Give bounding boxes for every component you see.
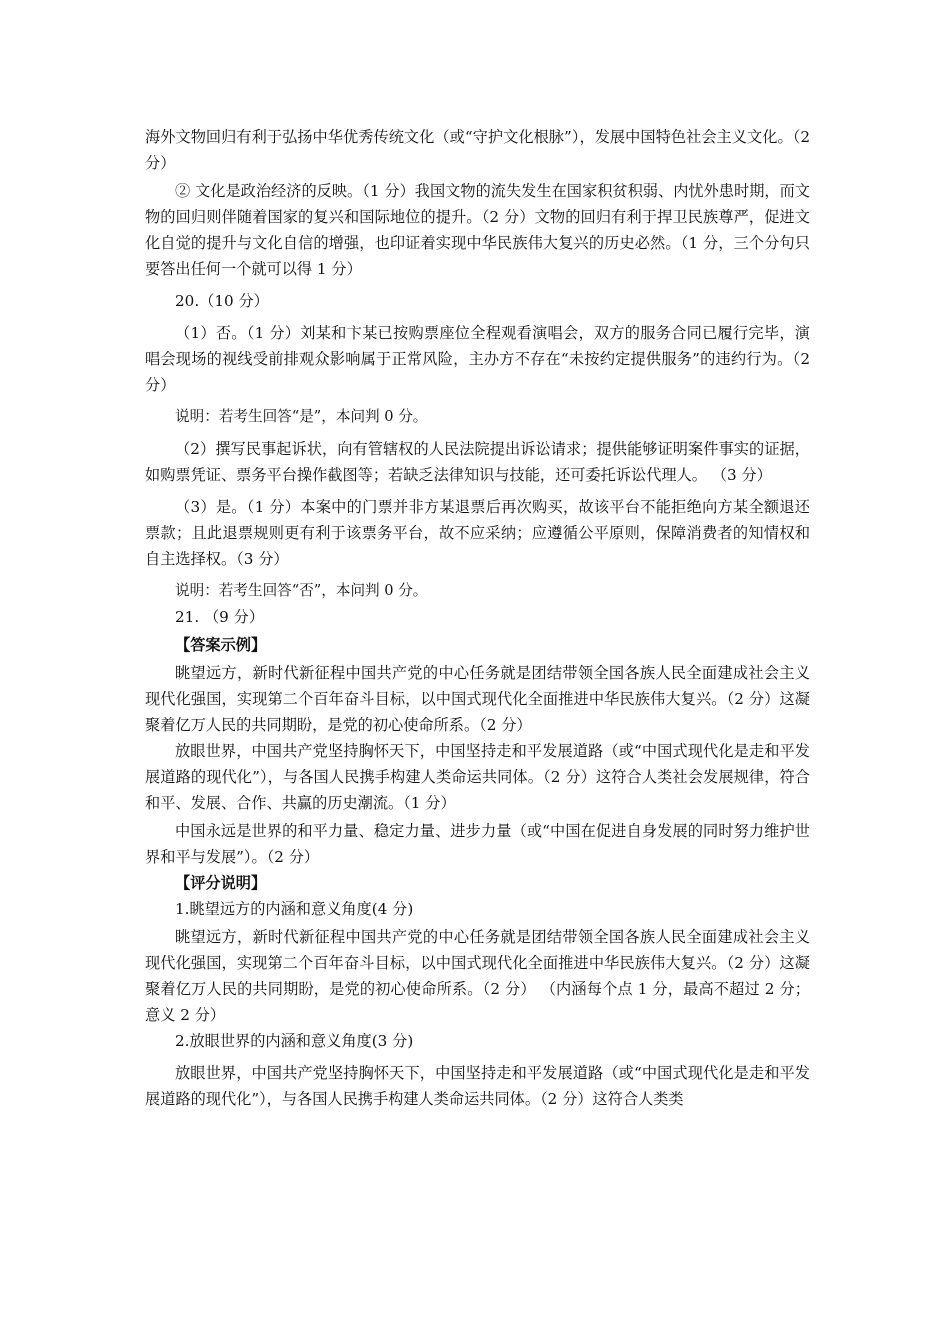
paragraph: 眺望远方，新时代新征程中国共产党的中心任务就是团结带领全国各族人民全面建成社会主义现代化强国，实现第二个百年奋斗目标，以中国式现代化全面推进中华民族伟大复兴。（2 分）这凝聚着亿万人民的共同期盼，是党的初心使命所系。（2 分）	[145, 664, 810, 734]
paragraph: 21. （9 分）	[175, 608, 265, 626]
paragraph: 2.放眼世界的内涵和意义角度(3 分)	[175, 1032, 414, 1050]
paragraph: ② 文化是政治经济的反映。（1 分）我国文物的流失发生在国家积贫积弱、内忧外患时期，而文物的回归则伴随着国家的复兴和国际地位的提升。（2 分）文物的回归有利于捍卫民族尊严，促进文化自觉的提升与文化自信的增强，也印证着实现中华民族伟大复兴的历史必然。（1 分，三个分句只要答出任何一个就可以得 1 分）	[145, 182, 810, 278]
paragraph: 眺望远方，新时代新征程中国共产党的中心任务就是团结带领全国各族人民全面建成社会主义现代化强国，实现第二个百年奋斗目标，以中国式现代化全面推进中华民族伟大复兴。（2 分）这凝聚着亿万人民的共同期盼，是党的初心使命所系。（2 分） （内涵每个点 1 分，最高不超过 2 分；意义 2 分）	[145, 928, 810, 1024]
paragraph: 20.（10 分）	[175, 292, 269, 310]
section-heading: 【答案示例】	[175, 636, 267, 654]
paragraph: 1.眺望远方的内涵和意义角度(4 分)	[175, 900, 414, 918]
section-heading: 【评分说明】	[175, 874, 267, 892]
scoring-note: 说明：若考生回答“是”，本问判 0 分。	[175, 408, 428, 425]
paragraph: 海外文物回归有利于弘扬中华优秀传统文化（或“守护文化根脉”），发展中国特色社会主义文化。（2分）	[145, 128, 810, 172]
paragraph: （3）是。（1 分）本案中的门票并非方某退票后再次购买，故该平台不能拒绝向方某全额退还票款；且此退票规则更有利于该票务平台，故不应采纳；应遵循公平原则，保障消费者的知情权和自主选择权。（3 分）	[145, 498, 810, 568]
paragraph: 放眼世界，中国共产党坚持胸怀天下，中国坚持走和平发展道路（或“中国式现代化是走和平发展道路的现代化”），与各国人民携手构建人类命运共同体。（2 分）这符合人类社会发展规律，符合和平、发展、合作、共赢的历史潮流。（1 分）	[145, 742, 810, 812]
paragraph: 中国永远是世界的和平力量、稳定力量、进步力量（或“中国在促进自身发展的同时努力维护世界和平与发展”）。（2 分）	[145, 822, 810, 866]
paragraph: （2）撰写民事起诉状，向有管辖权的人民法院提出诉讼请求；提供能够证明案件事实的证据，如购票凭证、票务平台操作截图等；若缺乏法律知识与技能，还可委托诉讼代理人。 （3 分）	[145, 440, 810, 484]
paragraph: 放眼世界，中国共产党坚持胸怀天下，中国坚持走和平发展道路（或“中国式现代化是走和平发展道路的现代化”），与各国人民携手构建人类命运共同体。（2 分）这符合人类类	[145, 1064, 810, 1108]
scoring-note: 说明：若考生回答“否”，本问判 0 分。	[175, 582, 428, 599]
answer-text-body	[145, 124, 810, 1112]
paragraph: （1）否。（1 分）刘某和卞某已按购票座位全程观看演唱会，双方的服务合同已履行完毕，演唱会现场的视线受前排观众影响属于正常风险，主办方不存在“未按约定提供服务”的违约行为。（2 分）	[145, 324, 810, 394]
